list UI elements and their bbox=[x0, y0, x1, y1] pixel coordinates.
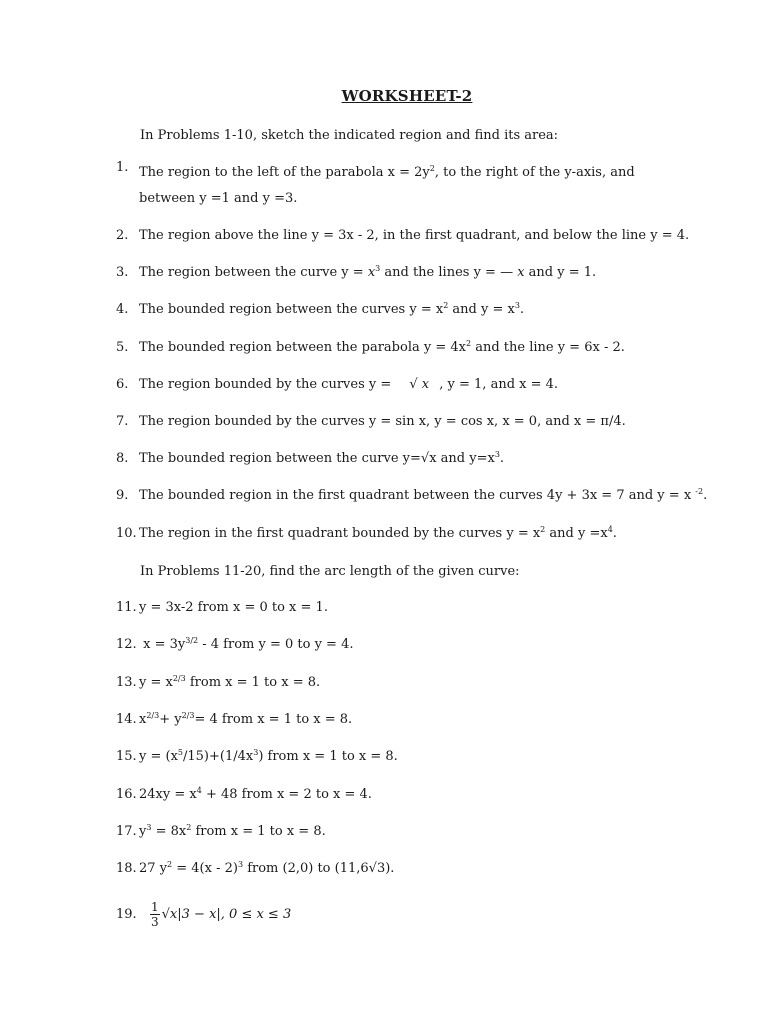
problem-number: 6. bbox=[116, 377, 129, 392]
problem-number: 11. bbox=[116, 600, 137, 615]
exponent: 3 bbox=[237, 860, 244, 869]
problem-number: 19. bbox=[116, 907, 137, 922]
problem-text: from x = 1 to x = 8. bbox=[191, 824, 326, 839]
problem-text: The region bounded by the curves y = bbox=[139, 377, 396, 392]
problem-text: y = x bbox=[139, 675, 173, 690]
problem-text: + 48 from x = 2 to x = 4. bbox=[201, 787, 372, 802]
problem-text: , to the right of the y-axis, and between y =1 and y =3. bbox=[139, 165, 635, 206]
exponent: 2 bbox=[186, 823, 192, 832]
problem-text: The region to the left of the parabola x = 2y bbox=[139, 165, 430, 180]
problem-number: 9. bbox=[116, 488, 129, 503]
exponent: 3/2 bbox=[185, 636, 199, 645]
problem-number: 14. bbox=[116, 712, 137, 727]
problem-text: from x = 1 to x = 8. bbox=[185, 675, 321, 690]
exponent: 4 bbox=[196, 786, 202, 795]
problem-7 bbox=[116, 414, 676, 429]
problem-text: The region bounded by the curves y = sin x, y = cos x, x = 0, and x = π/4. bbox=[139, 414, 626, 429]
page-title: WORKSHEET-2 bbox=[341, 87, 473, 105]
problem-text: The region in the first quadrant bounded by the curves y = x bbox=[139, 526, 541, 541]
problem-number: 7. bbox=[116, 414, 129, 429]
problem-text: 27 y bbox=[139, 861, 168, 876]
problem-text: and the line y = 6x - 2. bbox=[471, 340, 625, 355]
exponent: 2 bbox=[167, 860, 173, 869]
problem-5 bbox=[116, 340, 676, 355]
exponent: 4 bbox=[607, 525, 613, 534]
problem-number: 15. bbox=[116, 749, 137, 764]
exponent: 3 bbox=[494, 450, 500, 459]
problem-text: from (2,0) to (11,6√3). bbox=[243, 861, 395, 876]
problem-number: 17. bbox=[116, 824, 137, 839]
problem-2 bbox=[116, 228, 690, 243]
problem-text: and y =x bbox=[545, 526, 608, 541]
exponent: 2 bbox=[540, 525, 546, 534]
exponent: 2 bbox=[465, 339, 472, 348]
problem-text: and y = 1. bbox=[524, 265, 597, 280]
problem-text: ) from x = 1 to x = 8. bbox=[258, 749, 398, 764]
problem-number: 13. bbox=[116, 675, 137, 690]
problem-text: 24xy = x bbox=[139, 787, 197, 802]
variable: x bbox=[367, 265, 376, 280]
problem-17 bbox=[116, 824, 676, 839]
problem-text: The bounded region between the curves y = x bbox=[139, 302, 444, 317]
problem-8 bbox=[116, 451, 676, 466]
exponent: 3 bbox=[146, 823, 152, 832]
problem-text: . bbox=[499, 451, 505, 466]
problem-text: = 4 from x = 1 to x = 8. bbox=[194, 712, 353, 727]
problem-text: The bounded region between the curve y=√x and y=x bbox=[139, 451, 495, 466]
exponent: 2 bbox=[443, 301, 449, 310]
exponent: 2/3 bbox=[146, 711, 160, 720]
fraction bbox=[150, 900, 160, 929]
problem-number: 10. bbox=[116, 526, 137, 541]
problem-4 bbox=[116, 302, 676, 317]
problem-text: and y = x bbox=[448, 302, 515, 317]
exponent: -2 bbox=[695, 487, 704, 496]
problem-19 bbox=[116, 900, 676, 929]
problem-text: The region between the curve y = bbox=[139, 265, 368, 280]
problem-number: 8. bbox=[116, 451, 129, 466]
problem-text: . bbox=[519, 302, 525, 317]
problem-text: √x|3 − x|, 0 ≤ x ≤ 3 bbox=[161, 907, 292, 922]
exponent: 5 bbox=[177, 748, 183, 757]
problem-6 bbox=[116, 377, 676, 392]
problem-1 bbox=[116, 160, 676, 212]
problem-text: = 8x bbox=[151, 824, 187, 839]
problem-3 bbox=[116, 265, 676, 280]
problem-number: 12. bbox=[116, 637, 137, 652]
area-instructions: In Problems 1-10, sketch the indicated region and find its area: bbox=[140, 128, 559, 143]
problem-text: y bbox=[139, 824, 147, 839]
fraction-denominator: 3 bbox=[151, 915, 159, 929]
problem-text: y = 3x-2 from x = 0 to x = 1. bbox=[139, 600, 328, 615]
problem-text: + y bbox=[159, 712, 182, 727]
variable: — x bbox=[500, 265, 525, 280]
problem-text: /15)+(1/4x bbox=[183, 749, 254, 764]
problem-13 bbox=[116, 675, 676, 690]
problem-text: x bbox=[139, 712, 147, 727]
exponent: 3 bbox=[514, 301, 520, 310]
problem-text: - 4 from y = 0 to y = 4. bbox=[198, 637, 354, 652]
exponent: 3 bbox=[375, 264, 381, 273]
problem-text: = 4(x - 2) bbox=[172, 861, 238, 876]
exponent: 3 bbox=[253, 748, 259, 757]
problem-text: y = (x bbox=[139, 749, 178, 764]
problem-number: 16. bbox=[116, 787, 137, 802]
problem-15 bbox=[116, 749, 676, 764]
exponent: 2/3 bbox=[172, 674, 186, 683]
problem-text: The region above the line y = 3x - 2, in the first quadrant, and below the line y = 4. bbox=[139, 228, 690, 243]
problem-number: 18. bbox=[116, 861, 137, 876]
problem-number: 4. bbox=[116, 302, 129, 317]
problem-text: , y = 1, and x = 4. bbox=[435, 377, 559, 392]
problem-text: x = 3y bbox=[139, 637, 186, 652]
problem-16 bbox=[116, 787, 676, 802]
fraction-numerator: 1 bbox=[151, 900, 159, 914]
problem-18 bbox=[116, 861, 676, 876]
problem-14 bbox=[116, 712, 676, 727]
problem-11 bbox=[116, 600, 676, 615]
arc-length-instructions: In Problems 11-20, find the arc length of the given curve: bbox=[140, 564, 520, 579]
problem-text: and the lines y = bbox=[380, 265, 501, 280]
square-root: √ x bbox=[409, 377, 430, 392]
problem-number: 5. bbox=[116, 340, 129, 355]
problem-10 bbox=[116, 526, 676, 541]
problem-text: . bbox=[703, 488, 708, 503]
problem-text: The bounded region between the parabola y = 4x bbox=[139, 340, 466, 355]
problem-number: 1. bbox=[116, 160, 129, 175]
problem-9 bbox=[116, 487, 708, 503]
problem-text: The bounded region in the first quadrant between the curves 4y + 3x = 7 and y = x bbox=[139, 488, 696, 503]
problem-number: 2. bbox=[116, 228, 129, 243]
problem-text: . bbox=[612, 526, 617, 541]
exponent: 2 bbox=[429, 164, 435, 173]
exponent: 2/3 bbox=[181, 711, 195, 720]
problem-12 bbox=[116, 637, 676, 652]
problem-number: 3. bbox=[116, 265, 129, 280]
